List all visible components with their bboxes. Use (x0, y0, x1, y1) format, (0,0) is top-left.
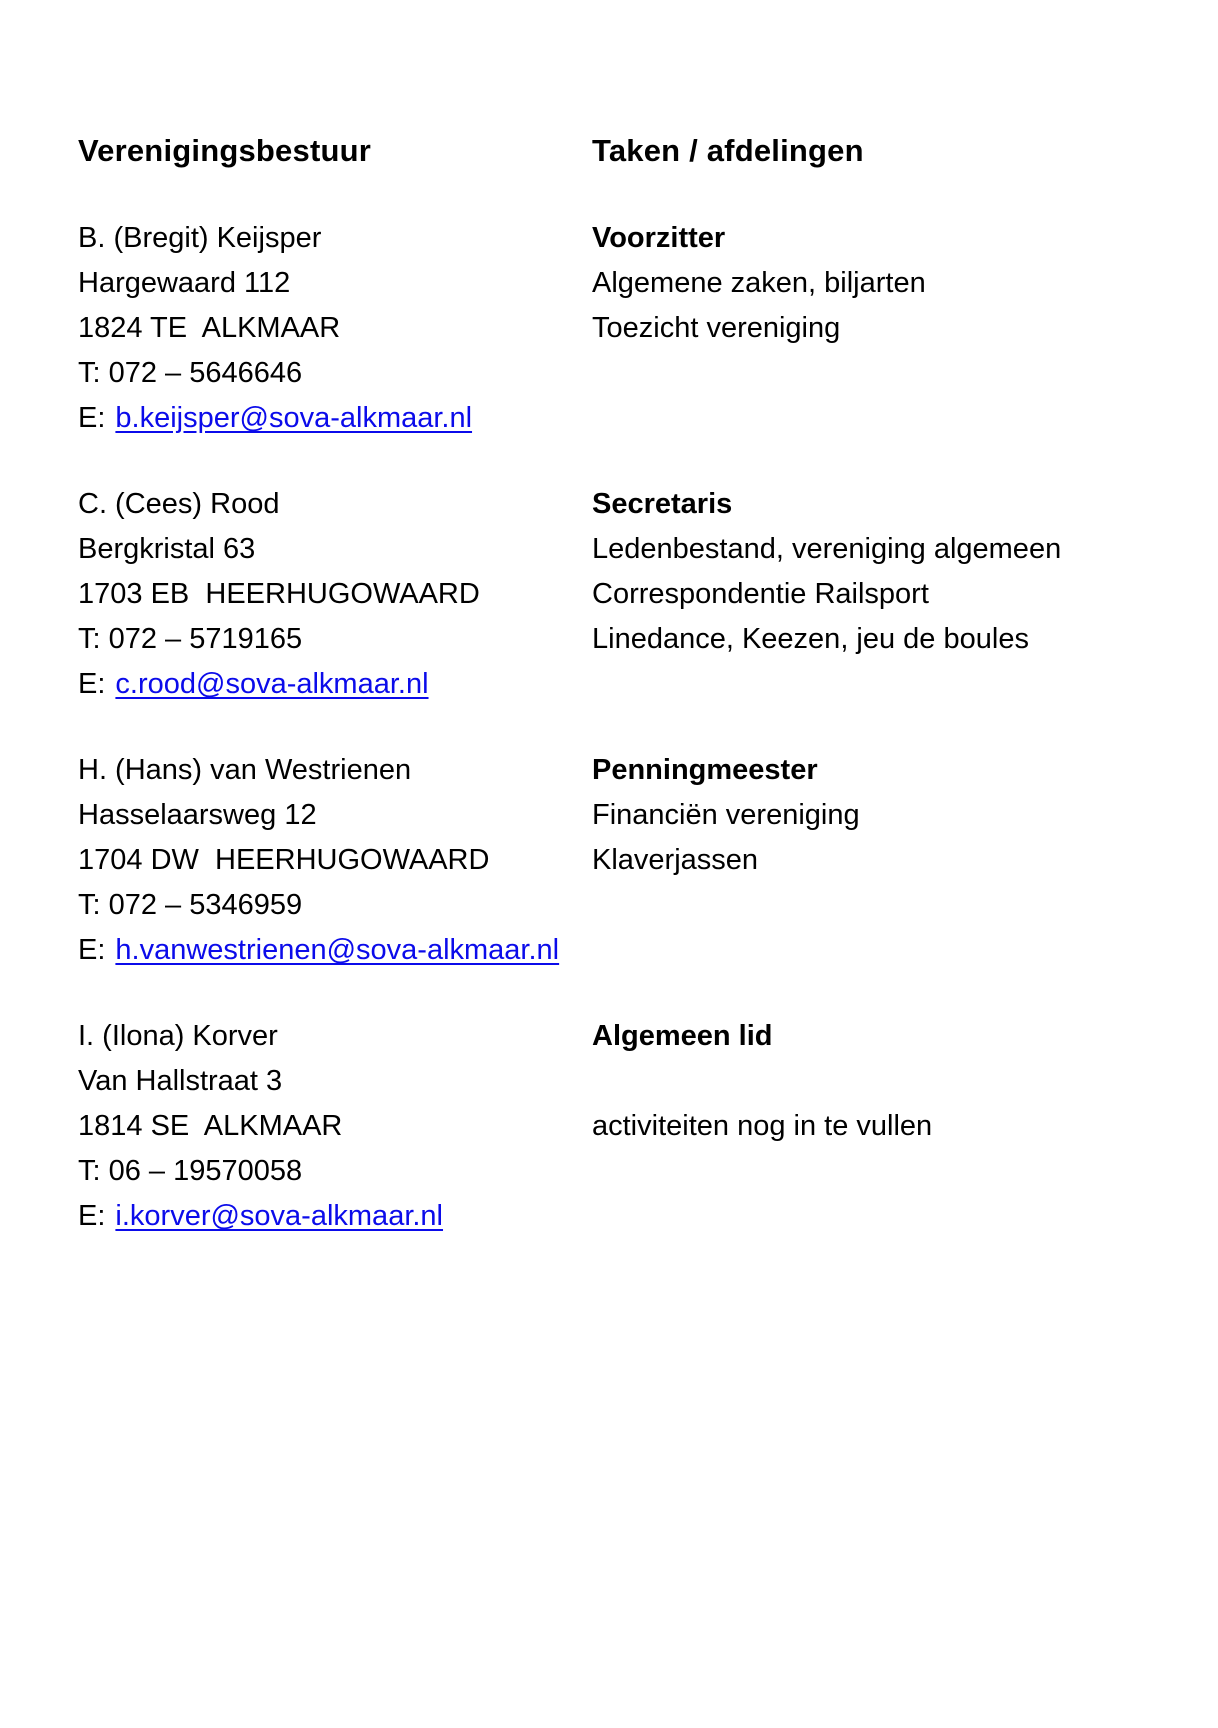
member-task: Ledenbestand, vereniging algemeen (592, 533, 1062, 565)
member-street: Hargewaard 112 (78, 267, 291, 299)
member-task: activiteiten nog in te vullen (592, 1110, 933, 1142)
member-city: 1824 TE ALKMAAR (78, 312, 341, 344)
member-task: Klaverjassen (592, 844, 759, 876)
member-task: Financiën vereniging (592, 799, 860, 831)
member-phone: T: 072 – 5646646 (78, 357, 303, 389)
member-block (78, 482, 1178, 707)
member-contact-column (78, 482, 592, 707)
member-task: Linedance, Keezen, jeu de boules (592, 623, 1029, 655)
headings-row (78, 128, 1178, 174)
member-email-line (78, 928, 592, 973)
member-contact-column (78, 1014, 592, 1239)
member-task: Toezicht vereniging (592, 312, 841, 344)
member-tasks-column (592, 482, 1178, 707)
member-block (78, 1014, 1178, 1239)
email-label: E: (78, 934, 106, 966)
member-task (592, 1059, 1178, 1104)
member-phone: T: 072 – 5719165 (78, 623, 303, 655)
member-name: C. (Cees) Rood (78, 488, 280, 520)
left-column-heading: Verenigingsbestuur (78, 133, 371, 168)
member-role: Penningmeester (592, 754, 818, 786)
member-name: B. (Bregit) Keijsper (78, 222, 322, 254)
member-contact-column (78, 216, 592, 441)
member-street: Van Hallstraat 3 (78, 1065, 283, 1097)
member-block (78, 748, 1178, 973)
member-block (78, 216, 1178, 441)
member-role: Secretaris (592, 488, 733, 520)
email-link[interactable]: h.vanwestrienen@sova-alkmaar.nl (115, 934, 560, 966)
right-column-heading: Taken / afdelingen (592, 133, 864, 168)
email-link[interactable]: b.keijsper@sova-alkmaar.nl (115, 402, 473, 434)
member-task: Correspondentie Railsport (592, 578, 929, 610)
member-city: 1814 SE ALKMAAR (78, 1110, 343, 1142)
member-email-line (78, 662, 592, 707)
email-label: E: (78, 668, 106, 700)
email-link[interactable]: c.rood@sova-alkmaar.nl (115, 668, 429, 700)
member-task: Algemene zaken, biljarten (592, 267, 926, 299)
member-city: 1703 EB HEERHUGOWAARD (78, 578, 480, 610)
member-role: Voorzitter (592, 222, 726, 254)
email-label: E: (78, 1200, 106, 1232)
member-tasks-column (592, 216, 1178, 441)
member-contact-column (78, 748, 592, 973)
member-name: I. (Ilona) Korver (78, 1020, 278, 1052)
member-phone: T: 072 – 5346959 (78, 889, 303, 921)
member-city: 1704 DW HEERHUGOWAARD (78, 844, 490, 876)
member-tasks-column (592, 748, 1178, 973)
email-label: E: (78, 402, 106, 434)
member-email-line (78, 1194, 592, 1239)
member-email-line (78, 396, 592, 441)
member-street: Hasselaarsweg 12 (78, 799, 317, 831)
email-link[interactable]: i.korver@sova-alkmaar.nl (115, 1200, 444, 1232)
member-tasks-column (592, 1014, 1178, 1239)
member-phone: T: 06 – 19570058 (78, 1155, 303, 1187)
member-street: Bergkristal 63 (78, 533, 256, 565)
member-role: Algemeen lid (592, 1020, 773, 1052)
member-name: H. (Hans) van Westrienen (78, 754, 412, 786)
